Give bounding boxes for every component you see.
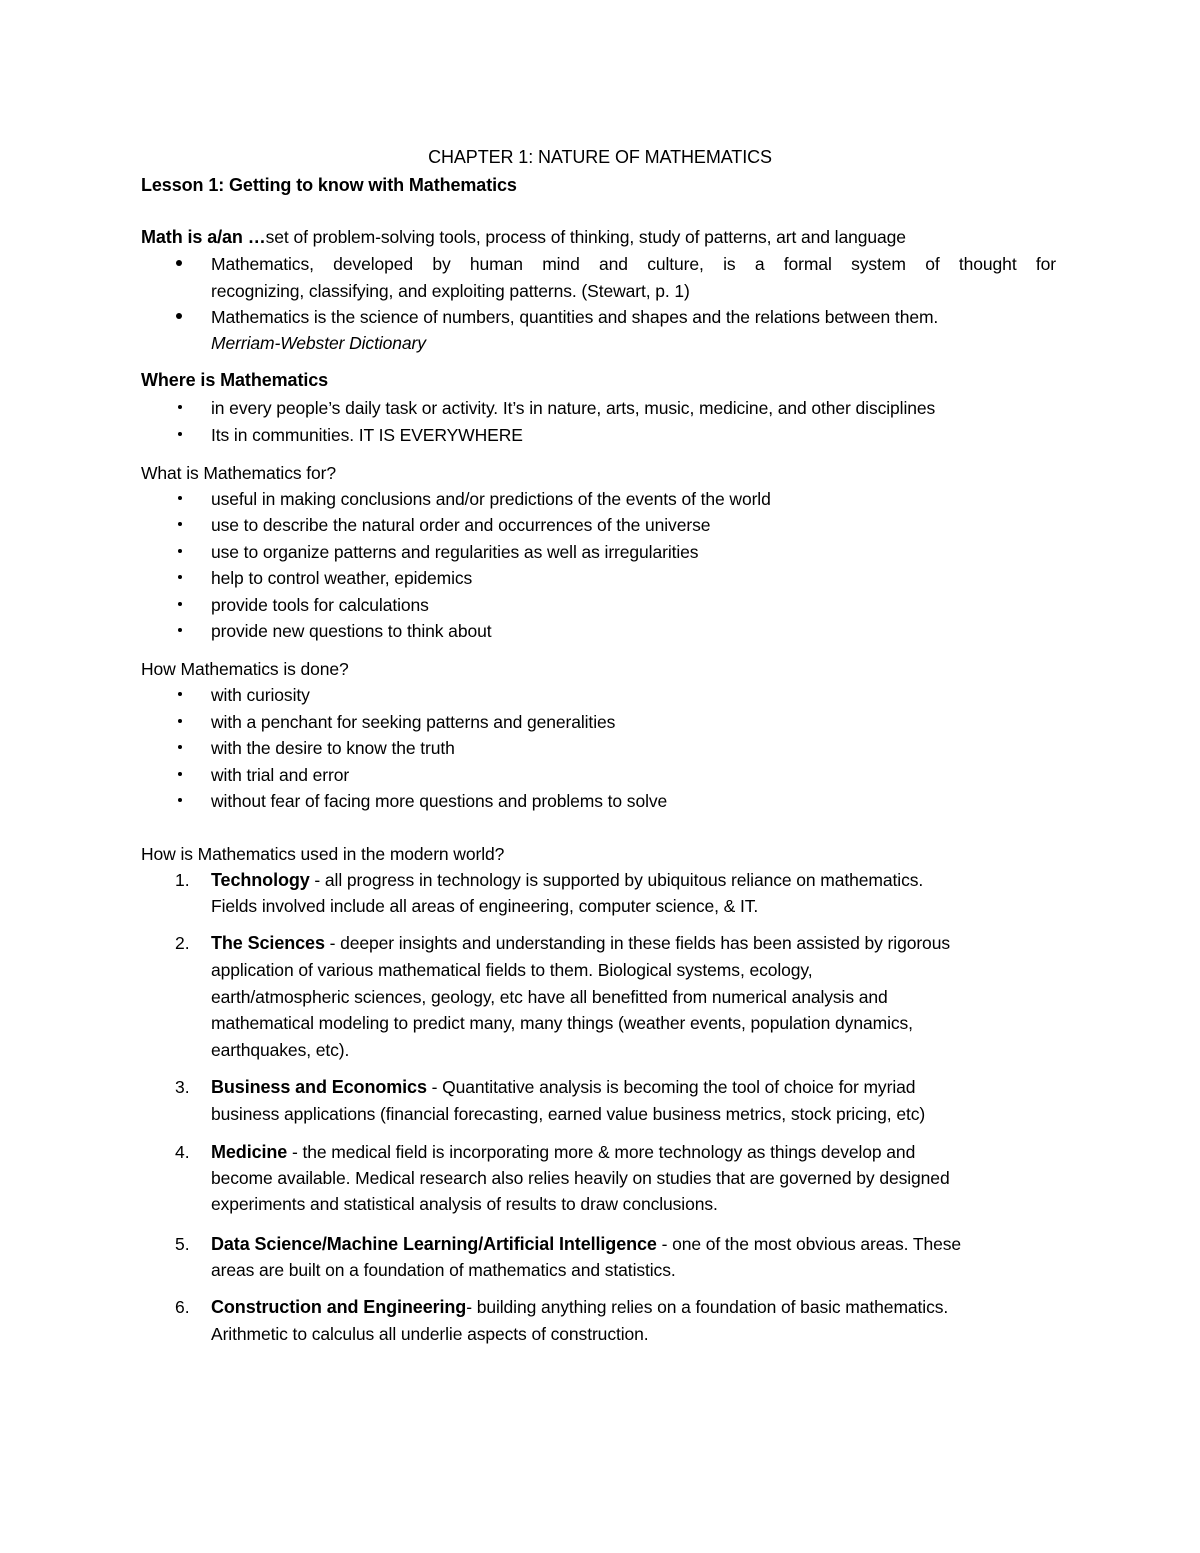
what-for-item-1: useful in making conclusions and/or predictions of the events of the world: [211, 489, 771, 509]
how-used-item-2-text: - deeper insights and understanding in these fields has been assisted by rigorous: [324, 933, 950, 953]
how-used-item-4-line-3: experiments and statistical analysis of results to draw conclusions.: [211, 1194, 718, 1214]
math-is-bullet-1-line-1: Mathematics, developed by human mind and culture, is a formal system of thought for: [211, 254, 1056, 274]
how-done-item-1: with curiosity: [211, 685, 310, 705]
bullet-icon: [176, 260, 182, 266]
bullet-icon: [176, 313, 182, 319]
what-for-heading: What is Mathematics for?: [141, 463, 337, 483]
how-used-item-5-text: - one of the most obvious areas. These: [656, 1234, 961, 1254]
how-used-item-3-term: Business and Economics: [211, 1077, 427, 1097]
how-used-item-1-text: - all progress in technology is supported by ubiquitous reliance on mathematics.: [309, 870, 924, 890]
bullet-icon: [178, 496, 182, 500]
bullet-icon: [178, 798, 182, 802]
what-for-item-5: provide tools for calculations: [211, 595, 429, 615]
how-used-heading: How is Mathematics used in the modern world?: [141, 844, 505, 864]
bullet-icon: [178, 405, 182, 409]
how-used-item-2-line-1: [211, 932, 950, 954]
how-used-item-3-line-2: business applications (financial forecasting, earned value business metrics, stock pricing, etc): [211, 1104, 926, 1124]
list-number: 6.: [175, 1297, 190, 1317]
how-used-item-5-line-1: [211, 1233, 961, 1255]
how-used-item-5-term: Data Science/Machine Learning/Artificial Intelligence: [211, 1234, 657, 1254]
bullet-icon: [178, 602, 182, 606]
how-used-item-4-line-2: become available. Medical research also relies heavily on studies that are governed by designed: [211, 1168, 950, 1188]
where-item-2: Its in communities. IT IS EVERYWHERE: [211, 425, 523, 445]
bullet-icon: [178, 719, 182, 723]
how-used-item-2-line-5: earthquakes, etc).: [211, 1040, 350, 1060]
where-heading: Where is Mathematics: [141, 370, 329, 390]
how-used-item-2-line-4: mathematical modeling to predict many, many things (weather events, population dynamics,: [211, 1013, 913, 1033]
math-is-rest: set of problem-solving tools, process of thinking, study of patterns, art and language: [265, 227, 906, 247]
math-is-bullet-2-line-1: Mathematics is the science of numbers, quantities and shapes and the relations between them.: [211, 307, 939, 327]
how-used-item-4-line-1: [211, 1141, 915, 1163]
list-number: 5.: [175, 1234, 190, 1254]
list-number: 2.: [175, 933, 190, 953]
math-is-bullet-2-source: Merriam-Webster Dictionary: [211, 333, 426, 353]
how-done-item-2: with a penchant for seeking patterns and generalities: [211, 712, 616, 732]
bullet-icon: [178, 628, 182, 632]
how-used-item-6-text: - building anything relies on a foundation of basic mathematics.: [466, 1297, 949, 1317]
bullet-icon: [178, 549, 182, 553]
how-used-item-1-line-1: [211, 869, 923, 891]
bullet-icon: [178, 575, 182, 579]
how-used-item-2-line-2: application of various mathematical fields to them. Biological systems, ecology,: [211, 960, 813, 980]
how-used-item-6-line-1: [211, 1296, 948, 1318]
how-used-item-6-term: Construction and Engineering: [211, 1297, 467, 1317]
how-used-item-3-text: - Quantitative analysis is becoming the tool of choice for myriad: [426, 1077, 916, 1097]
how-done-item-4: with trial and error: [211, 765, 350, 785]
how-used-item-5-line-2: areas are built on a foundation of mathematics and statistics.: [211, 1260, 676, 1280]
how-used-item-4-text: - the medical field is incorporating more & more technology as things develop and: [287, 1142, 916, 1162]
bullet-icon: [178, 692, 182, 696]
chapter-title: CHAPTER 1: NATURE OF MATHEMATICS: [428, 147, 772, 167]
list-number: 3.: [175, 1077, 190, 1097]
lesson-heading: Lesson 1: Getting to know with Mathematics: [141, 175, 517, 195]
how-used-item-1-term: Technology: [211, 870, 310, 890]
list-number: 4.: [175, 1142, 190, 1162]
how-used-item-4-term: Medicine: [211, 1142, 288, 1162]
bullet-icon: [178, 522, 182, 526]
how-used-item-3-line-1: [211, 1076, 915, 1098]
math-is-line: [141, 226, 906, 248]
how-used-item-1-line-2: Fields involved include all areas of engineering, computer science, & IT.: [211, 896, 759, 916]
math-is-lead: Math is a/an …: [141, 227, 266, 247]
list-number: 1.: [175, 870, 190, 890]
how-used-item-2-line-3: earth/atmospheric sciences, geology, etc have all benefitted from numerical analysis and: [211, 987, 888, 1007]
how-used-item-6-line-2: Arithmetic to calculus all underlie aspects of construction.: [211, 1324, 649, 1344]
where-item-1: in every people’s daily task or activity. It’s in nature, arts, music, medicine, and other disciplines: [211, 398, 936, 418]
what-for-item-3: use to organize patterns and regularities as well as irregularities: [211, 542, 699, 562]
how-done-heading: How Mathematics is done?: [141, 659, 349, 679]
how-used-item-2-term: The Sciences: [211, 933, 325, 953]
what-for-item-4: help to control weather, epidemics: [211, 568, 473, 588]
bullet-icon: [178, 772, 182, 776]
how-done-item-5: without fear of facing more questions and problems to solve: [211, 791, 668, 811]
what-for-item-2: use to describe the natural order and occurrences of the universe: [211, 515, 711, 535]
what-for-item-6: provide new questions to think about: [211, 621, 492, 641]
bullet-icon: [178, 432, 182, 436]
how-done-item-3: with the desire to know the truth: [211, 738, 455, 758]
math-is-bullet-1-line-2: recognizing, classifying, and exploiting patterns. (Stewart, p. 1): [211, 281, 690, 301]
bullet-icon: [178, 745, 182, 749]
